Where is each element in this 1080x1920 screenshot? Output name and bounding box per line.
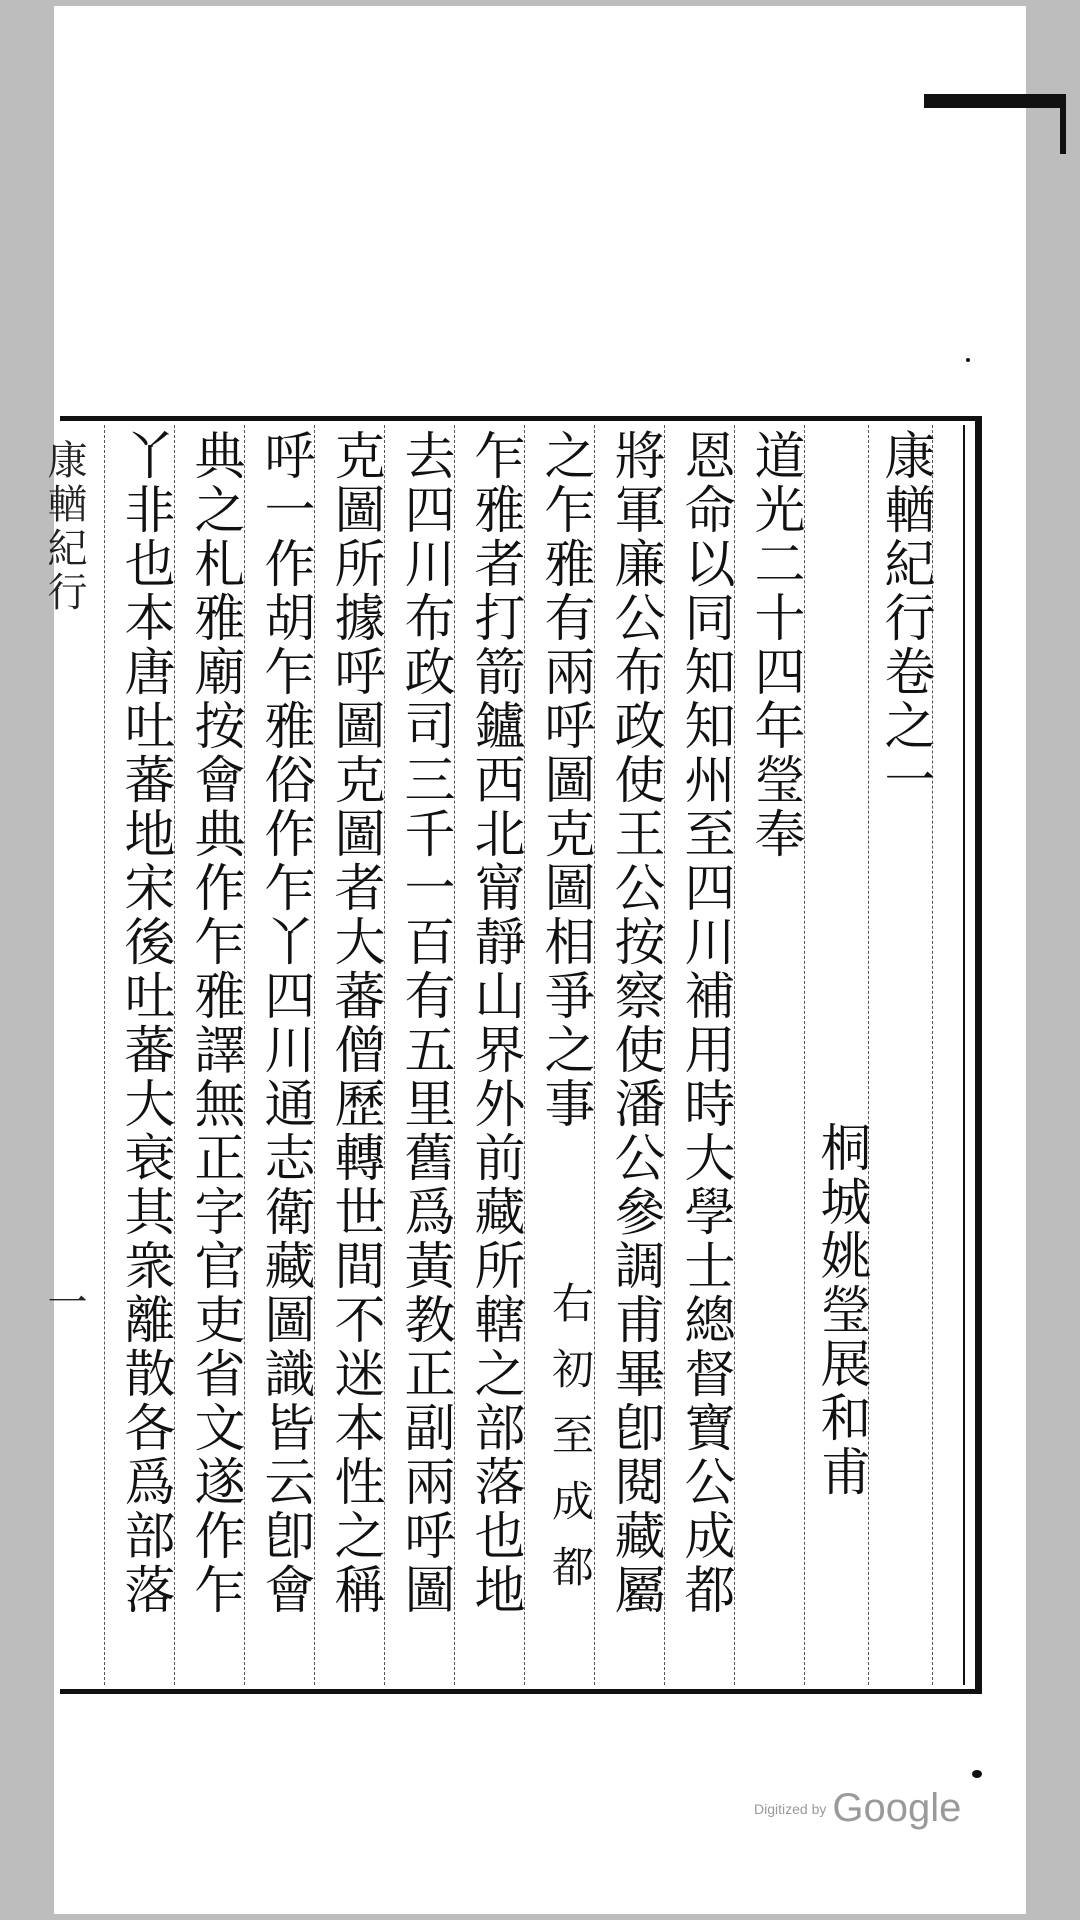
google-logo: Google [832,1786,962,1830]
text-column-1: 恩命以同知知州至四川補用時大學士總督寶公成都 [675,429,734,1617]
column-rule [244,425,245,1685]
ink-band [924,94,1066,108]
ink-band-edge [1060,94,1066,154]
author-line: 桐城姚瑩展和甫 [811,1121,870,1499]
column-rule [734,425,735,1685]
column-rule [384,425,385,1685]
book-page [41,6,1026,1914]
heading-line: 道光二十四年瑩奉 [745,429,804,861]
text-column-5: 去四川布政司三千一百有五里舊爲黃教正副兩呼圖 [395,429,454,1617]
ink-speck [972,1770,982,1778]
digitized-by-label: Digitized by [754,1800,827,1817]
margin-page-number: 一 [41,1281,87,1325]
column-rule [804,425,805,1685]
ink-speck [966,358,970,362]
text-column-9: 丫非也本唐吐蕃地宋後吐蕃大衰其衆離散各爲部落 [115,429,174,1617]
column-rule [524,425,525,1685]
column-rule [664,425,665,1685]
text-block-frame [41,416,982,1694]
margin-title: 康輶紀行 [41,439,87,615]
text-column-6: 克圖所據呼圖克圖者大蕃僧歷轉世間不迷本性之稱 [325,429,384,1617]
text-column-4: 乍雅者打箭鑪西北甯靜山界外前藏所轄之部落也地 [465,429,524,1617]
text-column-3: 之乍雅有兩呼圖克圖相爭之事 [535,429,594,1131]
column-rule [314,425,315,1685]
text-column-8: 典之札雅廟按會典作乍雅譯無正字官吏省文遂作乍 [185,429,244,1617]
volume-title: 康輶紀行卷之一 [875,429,934,807]
small-note: 右初至成都 [546,1281,595,1611]
digitized-footer [754,1786,961,1831]
column-rule [454,425,455,1685]
column-rule [174,425,175,1685]
column-rule [104,425,105,1685]
text-column-7: 呼一作胡乍雅俗作乍丫四川通志衛藏圖識皆云卽會 [255,429,314,1617]
text-column-2: 將軍廉公布政使王公按察使潘公參調甫畢卽閱藏屬 [605,429,664,1617]
